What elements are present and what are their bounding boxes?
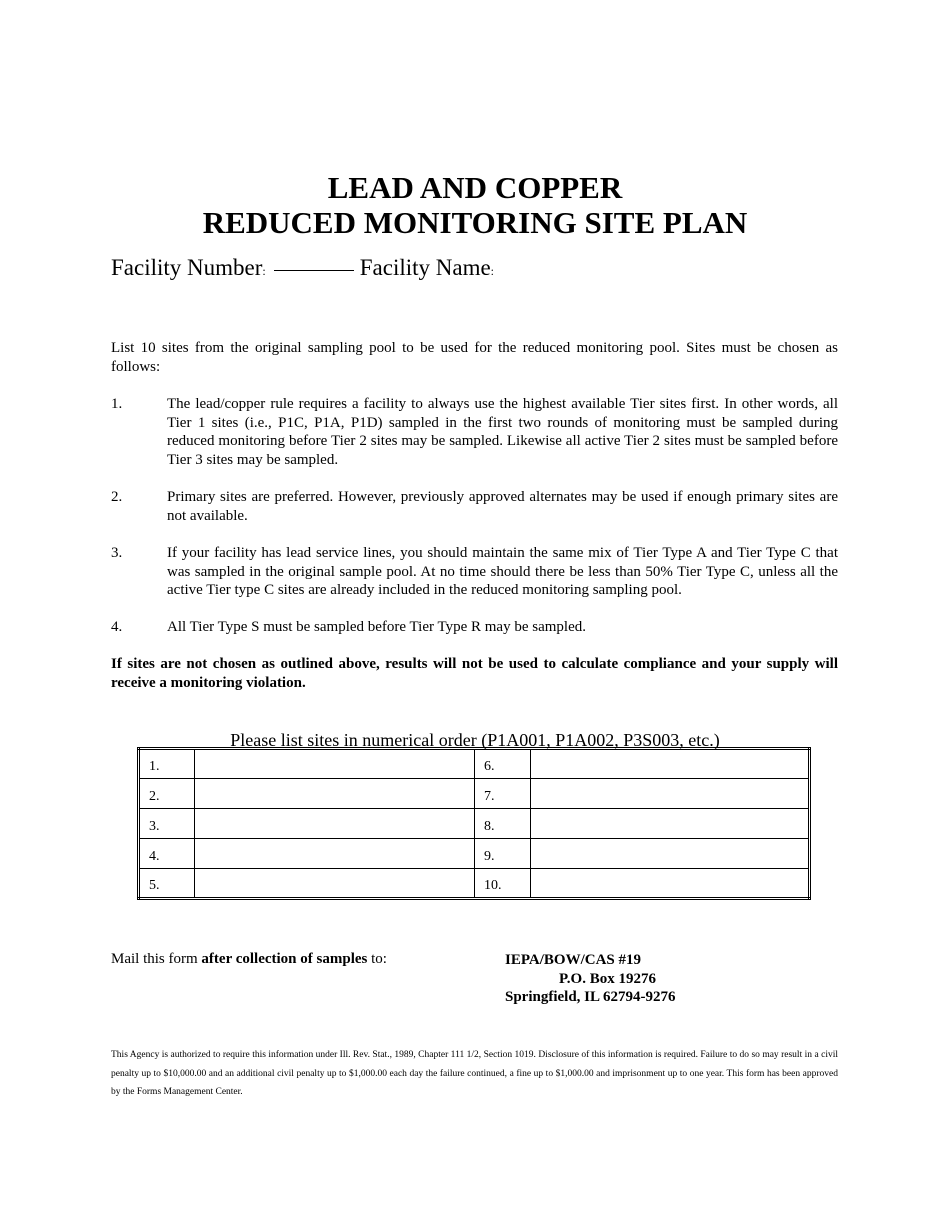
site-entry-field[interactable]	[530, 839, 809, 869]
site-entry-field[interactable]	[194, 869, 474, 899]
facility-number-colon: :	[262, 264, 266, 278]
table-row	[139, 749, 810, 779]
title-line-2: REDUCED MONITORING SITE PLAN	[202, 205, 748, 240]
site-number: 1.	[139, 749, 195, 779]
facility-name-colon: :	[490, 264, 495, 278]
legal-notice: This Agency is authorized to require this information under Ill. Rev. Stat., 1989, Chapter 111 1/2, Section 1019. Disclosure of this information is required. Failure to do so may result in a civil penalty up to $10,000.00 and an additional civil penalty up to $1,000.00 each day the failure continued, a fine up to $1,000.00 and imprisonment up to one year. This form has been approved by the Forms Management Center.	[111, 1050, 838, 1097]
site-number: 9.	[474, 839, 530, 869]
rule-text: If your facility has lead service lines, you should maintain the same mix of Tier Type A and Tier Type C that was sampled in the original sample pool. At no time should there be less than 50% Tier Type C, unless all the active Tier type C sites are already included in the reduced monitoring sampling pool.	[167, 545, 838, 598]
rule-number: 3.	[111, 545, 123, 561]
site-entry-field[interactable]	[194, 749, 474, 779]
rule-number: 1.	[111, 396, 123, 412]
title-line-1: LEAD AND COPPER	[327, 170, 623, 205]
site-entry-field[interactable]	[530, 749, 809, 779]
site-number: 8.	[474, 809, 530, 839]
site-entry-field[interactable]	[530, 809, 809, 839]
site-number: 5.	[139, 869, 195, 899]
mail-instructions	[111, 951, 387, 968]
site-number: 6.	[474, 749, 530, 779]
rule-item	[111, 395, 838, 469]
table-row	[139, 839, 810, 869]
site-number: 2.	[139, 779, 195, 809]
mail-suffix: to:	[367, 951, 387, 967]
table-caption: Please list sites in numerical order (P1A001, P1A002, P3S003, etc.)	[230, 730, 720, 750]
rule-number: 2.	[111, 489, 123, 505]
table-row	[139, 869, 810, 899]
site-number: 7.	[474, 779, 530, 809]
address-line-1: IEPA/BOW/CAS #19	[505, 952, 641, 968]
site-number: 3.	[139, 809, 195, 839]
site-entry-field[interactable]	[194, 779, 474, 809]
rule-item	[111, 488, 838, 525]
form-title	[0, 170, 950, 240]
table-row	[139, 779, 810, 809]
rule-text: All Tier Type S must be sampled before Tier Type R may be sampled.	[167, 619, 586, 635]
site-number: 10.	[474, 869, 530, 899]
site-number: 4.	[139, 839, 195, 869]
sites-table	[137, 747, 811, 900]
mail-prefix: Mail this form	[111, 951, 202, 967]
facility-number-label: Facility Number	[111, 255, 263, 280]
site-entry-field[interactable]	[530, 779, 809, 809]
facility-number-field[interactable]	[274, 269, 354, 271]
site-entry-field[interactable]	[194, 809, 474, 839]
rule-number: 4.	[111, 619, 123, 635]
facility-header	[111, 255, 494, 281]
address-line-3: Springfield, IL 62794-9276	[505, 989, 676, 1005]
rule-text: Primary sites are preferred. However, previously approved alternates may be used if enough primary sites are not available.	[167, 489, 838, 524]
site-entry-field[interactable]	[530, 869, 809, 899]
rule-item	[111, 618, 838, 637]
site-entry-field[interactable]	[194, 839, 474, 869]
facility-name-label: Facility Name	[359, 255, 491, 280]
address-line-2: P.O. Box 19276	[559, 970, 656, 987]
table-row	[139, 809, 810, 839]
intro-paragraph: List 10 sites from the original sampling pool to be used for the reduced monitoring pool. Sites must be chosen as follows:	[111, 340, 838, 375]
mailing-address	[505, 951, 675, 1007]
rule-item	[111, 544, 838, 600]
compliance-warning: If sites are not chosen as outlined above, results will not be used to calculate compliance and your supply will receive a monitoring violation.	[111, 656, 838, 691]
mail-emphasis: after collection of samples	[201, 951, 368, 967]
rule-text: The lead/copper rule requires a facility to always use the highest available Tier sites first. In other words, all Tier 1 sites (i.e., P1C, P1A, P1D) sampled in the first two rounds of monitoring must be sampled during reduced monitoring before Tier 2 sites may be sampled. Likewise all active Tier 2 sites must be sampled before Tier 3 sites may be sampled.	[167, 396, 838, 468]
